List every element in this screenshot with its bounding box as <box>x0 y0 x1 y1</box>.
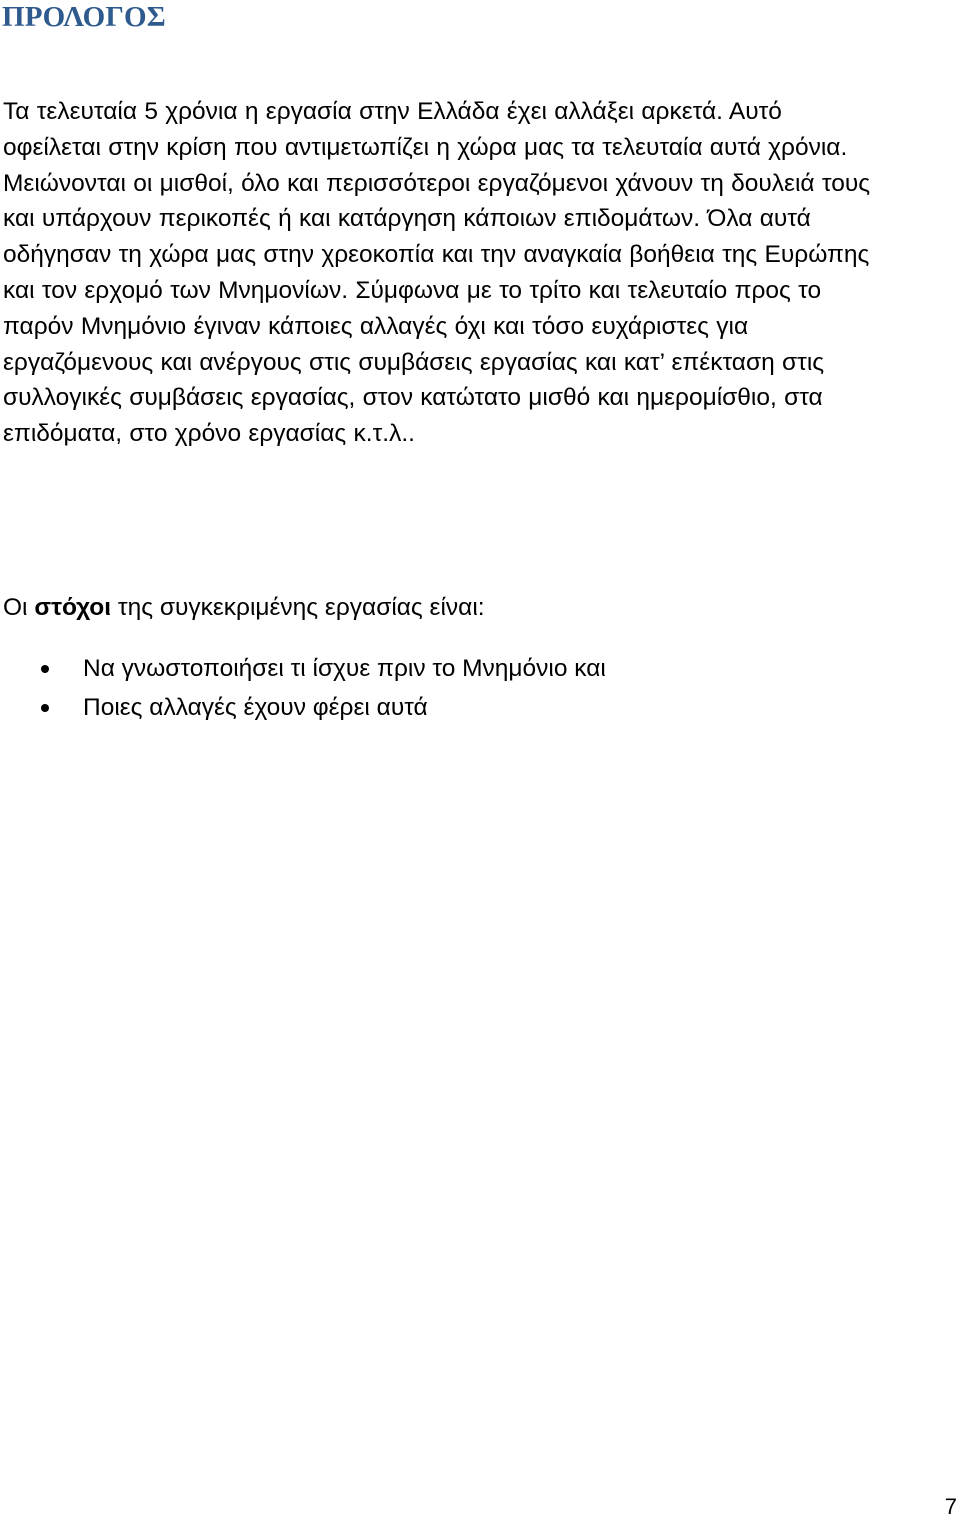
paragraph-line: και τον ερχομό των Μνημονίων. Σύμφωνα με το τρίτο και τελευταίο προς το <box>3 276 822 304</box>
goals-intro <box>3 590 485 626</box>
paragraph-line: και υπάρχουν περικοπές ή και κατάργηση κάποιων επιδομάτων. Όλα αυτά <box>3 205 811 233</box>
paragraph-line: συλλογικές συμβάσεις εργασίας, στον κατώτατο μισθό και ημερομίσθιο, στα <box>3 384 823 412</box>
list-item-text: Να γνωστοποιήσει τι ίσχυε πριν το Μνημόνιο και <box>83 655 606 682</box>
intro-paragraph <box>3 94 957 452</box>
paragraph-line: Τα τελευταία 5 χρόνια η εργασία στην Ελλάδα έχει αλλάξει αρκετά. Αυτό <box>3 98 782 125</box>
list-item <box>0 650 606 689</box>
paragraph-line: εργαζόμενους και ανέργους στις συμβάσεις εργασίας και κατ’ επέκταση στις <box>3 348 825 376</box>
paragraph-line: παρόν Μνημόνιο έγιναν κάποιες αλλαγές όχι και τόσο ευχάριστες για <box>3 312 749 340</box>
goals-list <box>0 650 606 727</box>
goals-emphasis: στόχοι <box>34 594 112 621</box>
paragraph-line: επιδόματα, στο χρόνο εργασίας κ.τ.λ.. <box>3 420 415 448</box>
paragraph-line: Μειώνονται οι μισθοί, όλο και περισσότεροι εργαζόμενοι χάνουν τη δουλειά τους <box>3 169 871 197</box>
paragraph-line: οφείλεται στην κρίση που αντιμετωπίζει η χώρα μας τα τελευταία αυτά χρόνια. <box>3 133 848 161</box>
goals-prefix: Οι <box>3 594 35 621</box>
section-heading: ΠΡΟΛΟΓΟΣ <box>2 1 166 33</box>
list-item <box>0 689 606 728</box>
bullet-dot-icon <box>41 665 49 673</box>
goals-suffix: της συγκεκριμένης εργασίας είναι: <box>111 594 485 621</box>
bullet-dot-icon <box>41 704 49 712</box>
list-item-text: Ποιες αλλαγές έχουν φέρει αυτά <box>83 693 428 721</box>
paragraph-line: οδήγησαν τη χώρα μας στην χρεοκοπία και την αναγκαία βοήθεια της Ευρώπης <box>3 241 870 269</box>
page-number: 7 <box>944 1494 957 1519</box>
